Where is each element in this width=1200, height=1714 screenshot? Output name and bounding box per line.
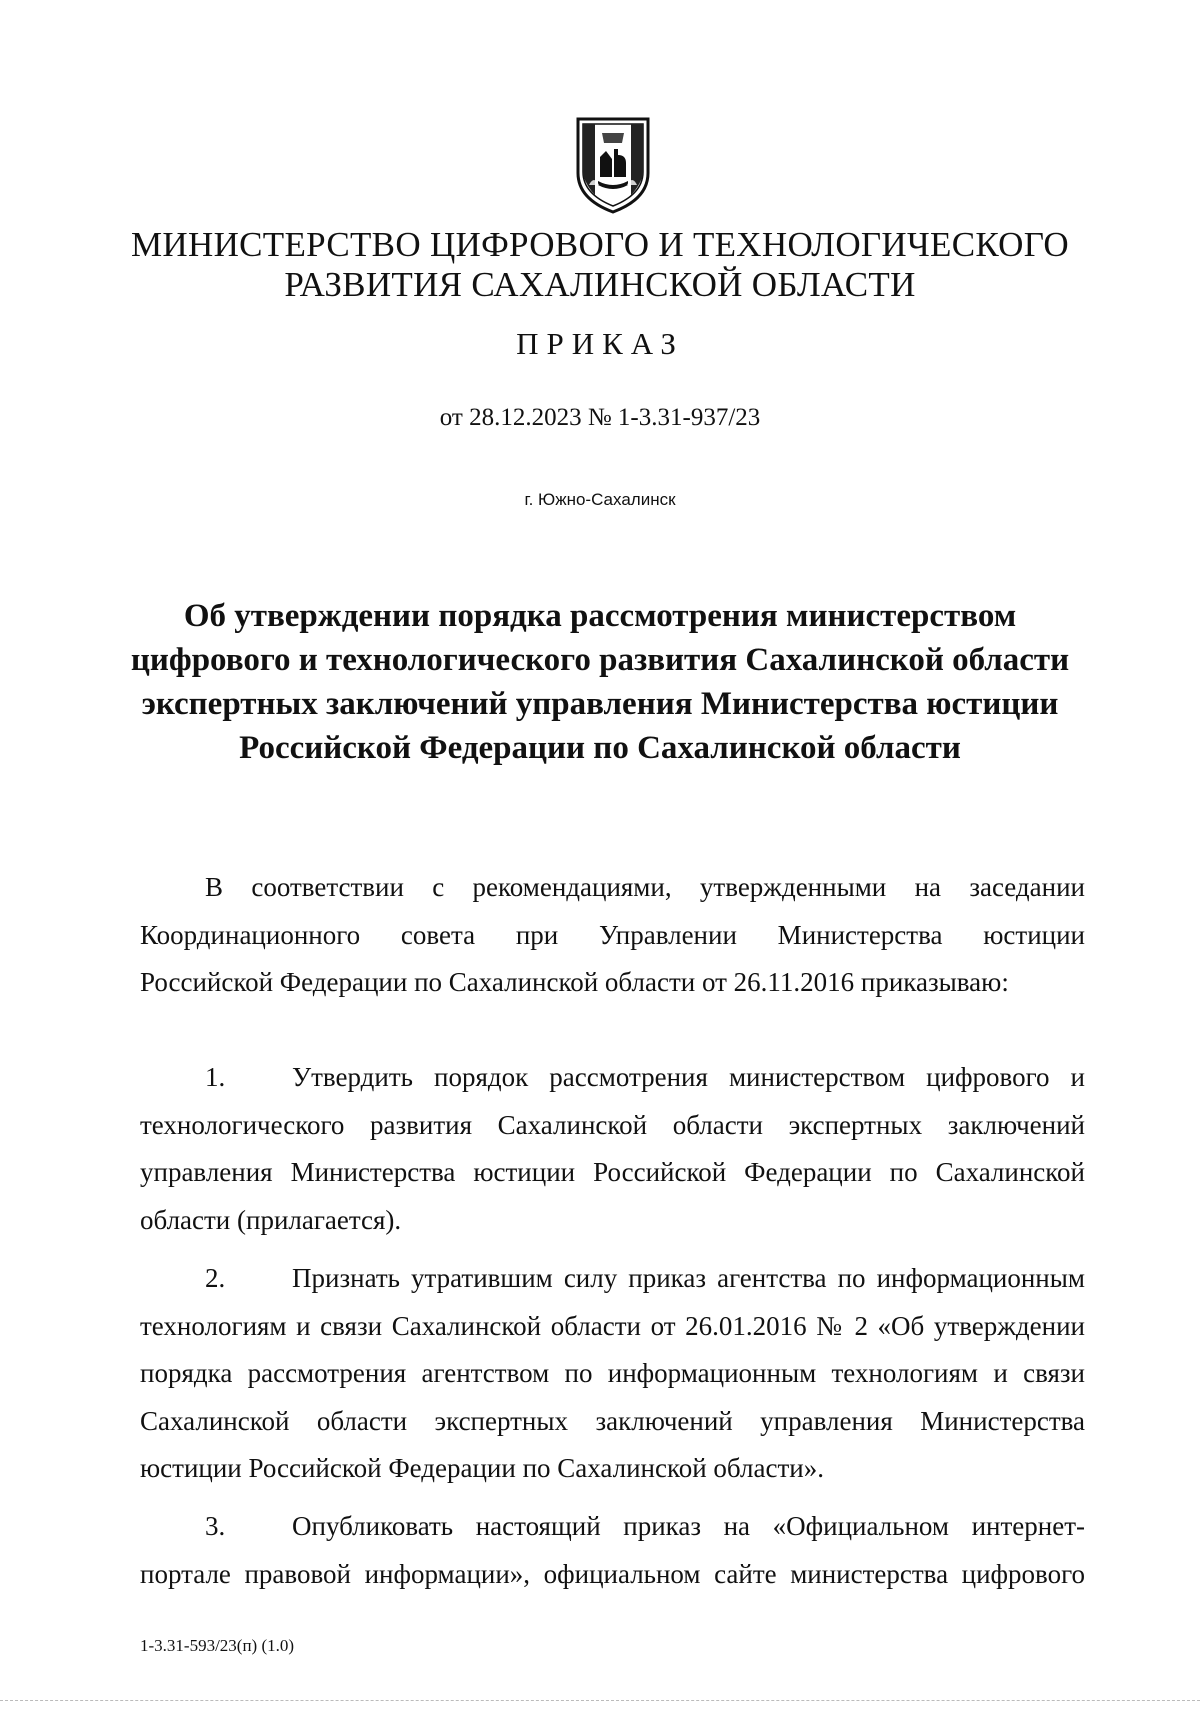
- ministry-name-line-1: МИНИСТЕРСТВО ЦИФРОВОГО И ТЕХНОЛОГИЧЕСКОГО: [131, 225, 1069, 264]
- document-title-line-3: экспертных заключений управления Министерства юстиции: [141, 686, 1059, 722]
- item-number: 2.: [205, 1263, 226, 1293]
- item-text: Утвердить порядок рассмотрения министерством цифрового и: [292, 1062, 1085, 1092]
- item-number: 1.: [205, 1062, 226, 1092]
- item-line: [140, 1503, 1085, 1551]
- preamble-paragraph: [140, 864, 1085, 1007]
- item-line: портале правовой информации», официальном сайте министерства цифрового: [140, 1558, 1085, 1589]
- item-line: технологического развития Сахалинской области экспертных заключений: [140, 1109, 1085, 1140]
- item-line: [140, 1054, 1085, 1102]
- item-line: технологиям и связи Сахалинской области от 26.01.2016 № 2 «Об утверждении: [140, 1310, 1085, 1341]
- item-line: Сахалинской области экспертных заключений управления Министерства: [140, 1405, 1085, 1436]
- preamble-line: [140, 864, 1085, 912]
- item-number: 3.: [205, 1511, 226, 1541]
- order-item-1: [140, 1054, 1085, 1244]
- document-code: 1-3.31-593/23(п) (1.0): [140, 1636, 295, 1655]
- item-text: Признать утратившим силу приказ агентства по информационным: [292, 1263, 1085, 1293]
- document-title-line-2: цифрового и технологического развития Сахалинской области: [130, 642, 1070, 678]
- item-text: Опубликовать настоящий приказ на «Официальном интернет-: [292, 1511, 1085, 1541]
- item-line: области (прилагается).: [140, 1204, 402, 1235]
- item-line: [140, 1255, 1085, 1303]
- item-line: юстиции Российской Федерации по Сахалинской области».: [140, 1453, 824, 1483]
- preamble-text: В соответствии с рекомендациями, утвержденными на заседании: [205, 872, 1085, 902]
- order-item-3: [140, 1503, 1085, 1598]
- order-heading: ПРИКАЗ: [516, 326, 684, 361]
- item-line: порядка рассмотрения агентством по информационным технологиям и связи: [140, 1358, 1085, 1388]
- document-title-line-1: Об утверждении порядка рассмотрения министерством: [183, 598, 1017, 634]
- preamble-line: Координационного совета при Управлении Министерства юстиции: [140, 919, 1085, 950]
- coat-of-arms-icon: [572, 115, 654, 215]
- order-item-2: [140, 1255, 1085, 1493]
- preamble-line: Российской Федерации по Сахалинской области от 26.11.2016 приказываю:: [140, 967, 1009, 997]
- ministry-name-line-2: РАЗВИТИЯ САХАЛИНСКОЙ ОБЛАСТИ: [284, 265, 916, 304]
- city-name: г. Южно-Сахалинск: [524, 490, 676, 509]
- order-date-number: от 28.12.2023 № 1-3.31-937/23: [439, 404, 761, 431]
- item-line: управления Министерства юстиции Российской Федерации по Сахалинской: [140, 1157, 1085, 1187]
- document-title-line-4: Российской Федерации по Сахалинской области: [239, 730, 961, 766]
- scan-edge-line: [0, 1700, 1200, 1703]
